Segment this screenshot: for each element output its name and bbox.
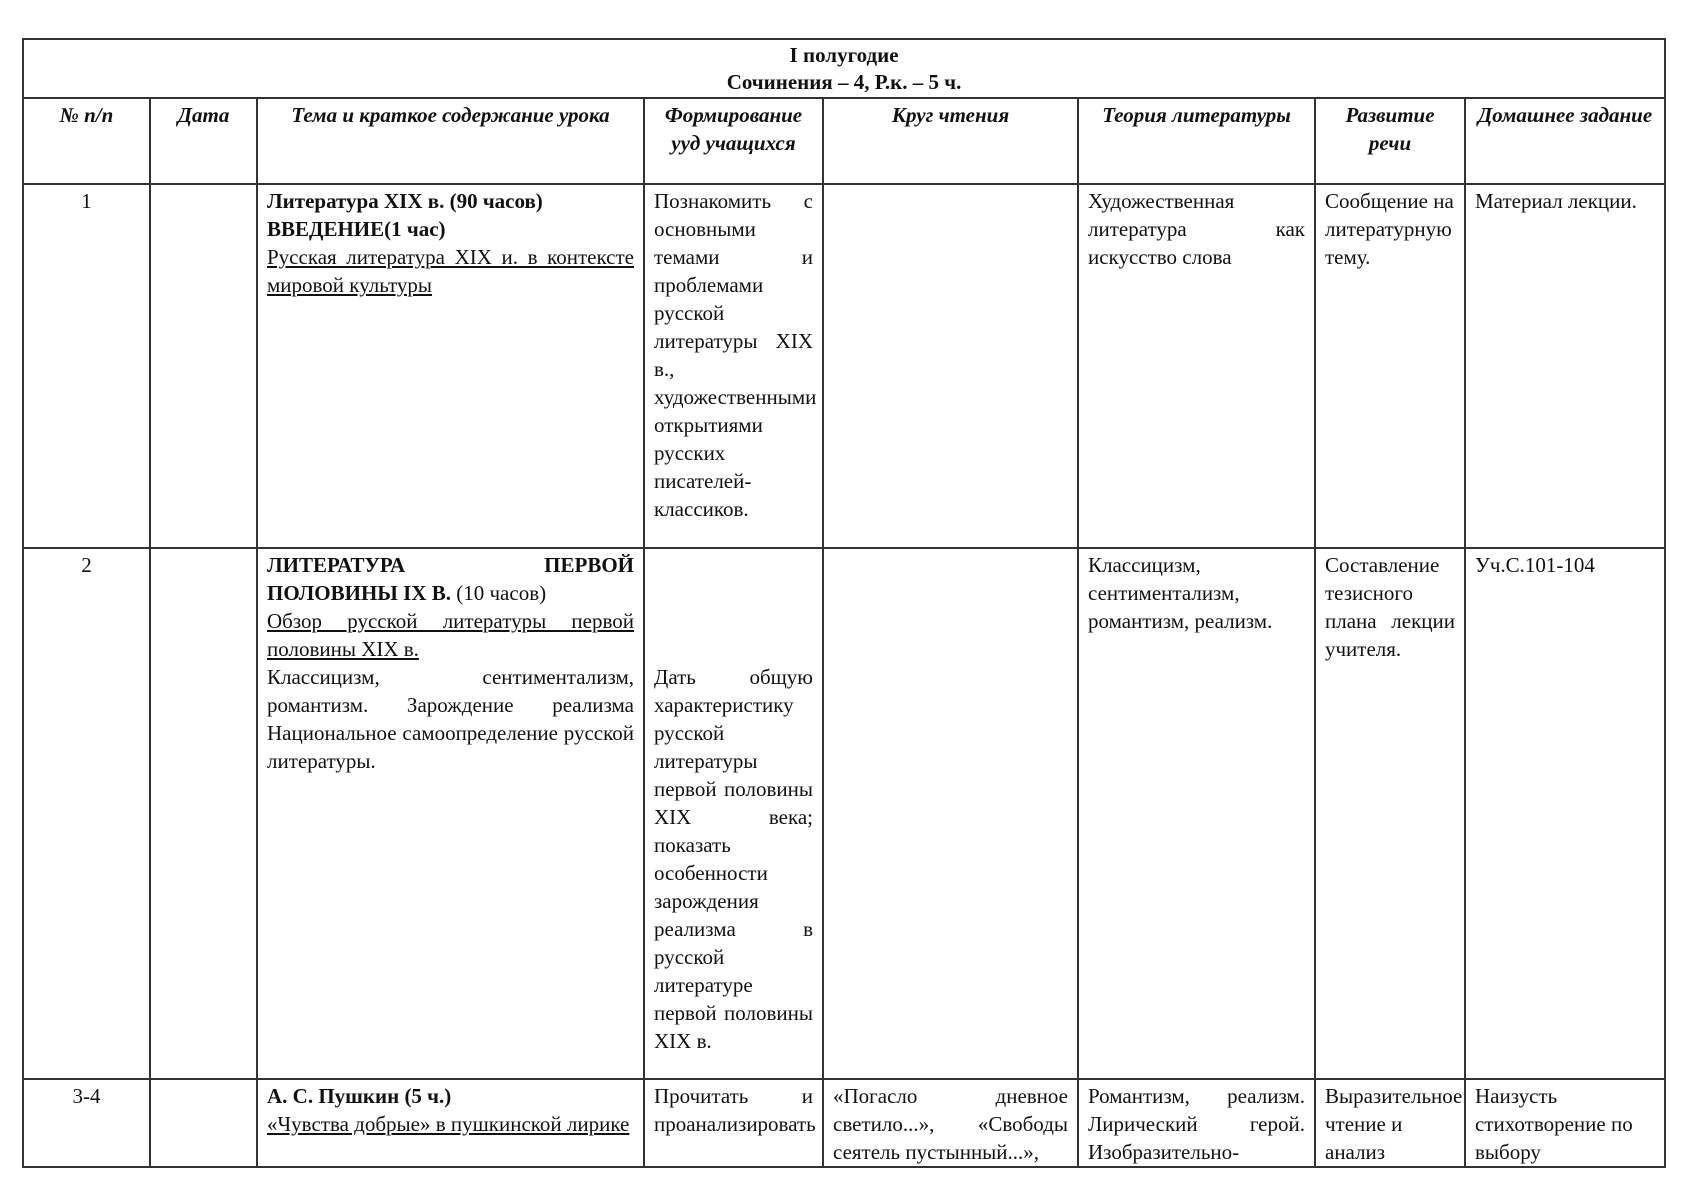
col-header-homework: Домашнее задание bbox=[1465, 98, 1665, 184]
lesson-plan-table bbox=[22, 38, 1666, 1168]
row-date bbox=[150, 548, 257, 1079]
row-uud: Познакомить с основными темами и проблемами русской литературы XIX в., художественными открытиями русских писателей-классиков. bbox=[644, 184, 823, 548]
row-uud bbox=[644, 548, 823, 1079]
col-header-uud: Формирование ууд учащихся bbox=[644, 98, 823, 184]
table-row bbox=[23, 184, 1665, 548]
row-topic bbox=[257, 184, 644, 548]
topic-bold: ЛИТЕРАТУРА ПЕРВОЙ ПОЛОВИНЫ IX В. bbox=[267, 553, 634, 605]
row-reading bbox=[823, 184, 1078, 548]
col-header-reading: Круг чтения bbox=[823, 98, 1078, 184]
row-date bbox=[150, 184, 257, 548]
topic-bold-line: Литература XIX в. (90 часов) bbox=[267, 189, 543, 213]
row-topic bbox=[257, 548, 644, 1079]
col-header-topic: Тема и краткое содержание урока bbox=[257, 98, 644, 184]
row-number: 3-4 bbox=[23, 1079, 150, 1167]
table-row bbox=[23, 1079, 1665, 1167]
row-theory: Классицизм, сентиментализм, романтизм, реализм. bbox=[1078, 548, 1315, 1079]
topic-underlined: Обзор русской литературы первой половины XIX в. bbox=[267, 609, 634, 661]
col-header-number: № п/п bbox=[23, 98, 150, 184]
row-speech: Выразительное чтение и анализ bbox=[1315, 1079, 1465, 1167]
uud-text: Дать общую характеристику русской литературы первой половины XIX века; показать особенности зарождения реализма в русской литературе первой половины XIX в. bbox=[654, 665, 813, 1053]
row-number: 2 bbox=[23, 548, 150, 1079]
table-row bbox=[23, 548, 1665, 1079]
cell-spacer bbox=[654, 551, 813, 663]
topic-hours: (10 часов) bbox=[451, 581, 547, 605]
row-homework: Наизусть стихотворение по выбору bbox=[1465, 1079, 1665, 1167]
topic-underlined: «Чувства добрые» в пушкинской лирике bbox=[267, 1112, 630, 1136]
row-topic bbox=[257, 1079, 644, 1167]
row-date bbox=[150, 1079, 257, 1167]
column-header-row bbox=[23, 98, 1665, 184]
semester-title-line1: I полугодие bbox=[789, 43, 899, 67]
row-speech: Составление тезисного плана лекции учителя. bbox=[1315, 548, 1465, 1079]
topic-bold: А. С. Пушкин (5 ч.) bbox=[267, 1084, 452, 1108]
row-reading bbox=[823, 548, 1078, 1079]
row-homework: Материал лекции. bbox=[1465, 184, 1665, 548]
row-uud: Прочитать и проанализировать bbox=[644, 1079, 823, 1167]
row-theory: Романтизм, реализм. Лирический герой. Изобразительно- bbox=[1078, 1079, 1315, 1167]
col-header-theory: Теория литературы bbox=[1078, 98, 1315, 184]
row-number: 1 bbox=[23, 184, 150, 548]
row-theory: Художественная литература как искусство слова bbox=[1078, 184, 1315, 548]
row-speech: Сообщение на литературную тему. bbox=[1315, 184, 1465, 548]
row-homework: Уч.С.101-104 bbox=[1465, 548, 1665, 1079]
topic-underlined: Русская литература XIX и. в контексте мировой культуры bbox=[267, 245, 634, 297]
col-header-date: Дата bbox=[150, 98, 257, 184]
topic-bold-line: ВВЕДЕНИЕ(1 час) bbox=[267, 217, 446, 241]
row-reading: «Погасло дневное светило...», «Свободы сеятель пустынный...», bbox=[823, 1079, 1078, 1167]
col-header-speech: Развитие речи bbox=[1315, 98, 1465, 184]
semester-title-line2: Сочинения – 4, Р.к. – 5 ч. bbox=[726, 70, 962, 94]
topic-text: Классицизм, сентиментализм, романтизм. Зарождение реализма Национальное самоопределение русской литературы. bbox=[267, 665, 634, 773]
semester-title bbox=[23, 39, 1665, 98]
